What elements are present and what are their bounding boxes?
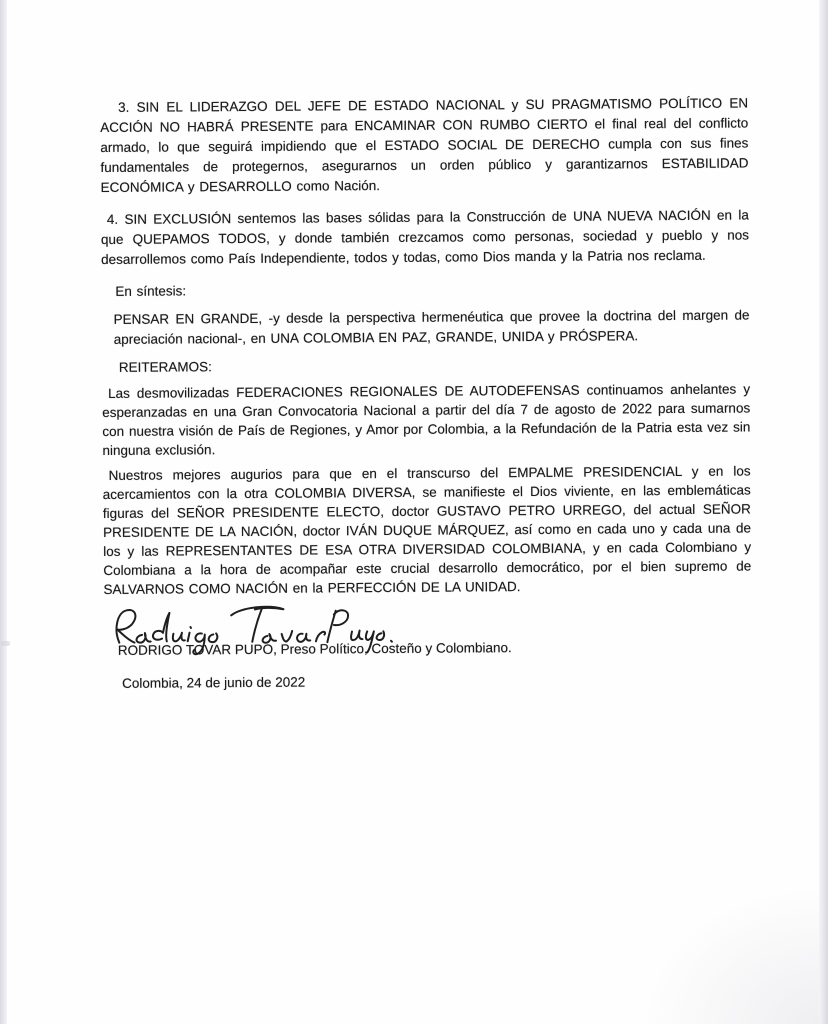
scan-shadow-bottom-right xyxy=(639,884,819,1024)
paragraph-point-3: 3. SIN EL LIDERAZGO DEL JEFE DE ESTADO NACIONAL y SU PRAGMATISMO POLÍTICO EN ACCIÓN NO HABRÁ PRESENTE para ENCAMINAR CON RUMBO CIERTO el final real del conflicto armado, lo que seguirá impidiendo que el ESTADO SOCIAL DE DERECHO cumpla con sus fines fundamentales de protegernos, asegurarnos un orden público y garantizarnos ESTABILIDAD ECONÓMICA y DESARROLLO como Nación. xyxy=(100,95,749,195)
scan-edge-left xyxy=(0,0,7,1024)
paragraph-point-4: 4. SIN EXCLUSIÓN sentemos las bases sólidas para la Construcción de UNA NUEVA NACIÓN en la que QUEPAMOS TODOS, y donde también crezcamos como personas, sociedad y pueblo y nos desarrollemos como País Independiente, todos y todas, como Dios manda y la Patria nos reclama. xyxy=(100,207,750,267)
paragraph-pensar-en-grande: PENSAR EN GRANDE, -y desde la perspectiva hermenéutica que provee la doctrina del margen de apreciación nacional-, en UNA COLOMBIA EN PAZ, GRANDE, UNIDA y PRÓSPERA. xyxy=(113,307,750,347)
scan-edge-right xyxy=(819,0,828,1024)
signer-name-line: RODRIGO TOVAR PUPO, Preso Político, Costeño y Colombiano. xyxy=(117,640,512,658)
letter-body xyxy=(100,93,752,693)
paragraph-federaciones: Las desmovilizadas FEDERACIONES REGIONALES DE AUTODEFENSAS continuamos anhelantes y esperanzadas en una Gran Convocatoria Nacional a partir del día 7 de agosto de 2022 para sumarnos con nuestra visión de País de Regiones, y Amor por Colombia, a la Refundación de la Patria esta vez sin ninguna exclusión. xyxy=(102,381,751,458)
section-label-reiteramos: REITERAMOS: xyxy=(118,359,212,375)
scan-smudge-mark xyxy=(1,641,10,646)
section-label-en-sintesis: En síntesis: xyxy=(115,283,187,299)
paragraph-augurios: Nuestros mejores augurios para que en el transcurso del EMPALME PRESIDENCIAL y en los acercamientos con la otra COLOMBIA DIVERSA, se manifieste el Dios viviente, en las emblemáticas figuras del SEÑOR PRESIDENTE ELECTO, doctor GUSTAVO PETRO URREGO, del actual SEÑOR PRESIDENTE DE LA NACIÓN, doctor IVÁN DUQUE MÁRQUEZ, así como en cada uno y cada una de los y las REPRESENTANTES DE ESA OTRA DIVERSIDAD COLOMBIANA, y en cada Colombiano y Colombiana a la hora de acompañar este crucial desarrollo democrático, por el bien supremo de SALVARNOS COMO NACIÓN en la PERFECCIÓN DE LA UNIDAD. xyxy=(102,463,752,597)
place-date-line: Colombia, 24 de junio de 2022 xyxy=(122,674,306,691)
